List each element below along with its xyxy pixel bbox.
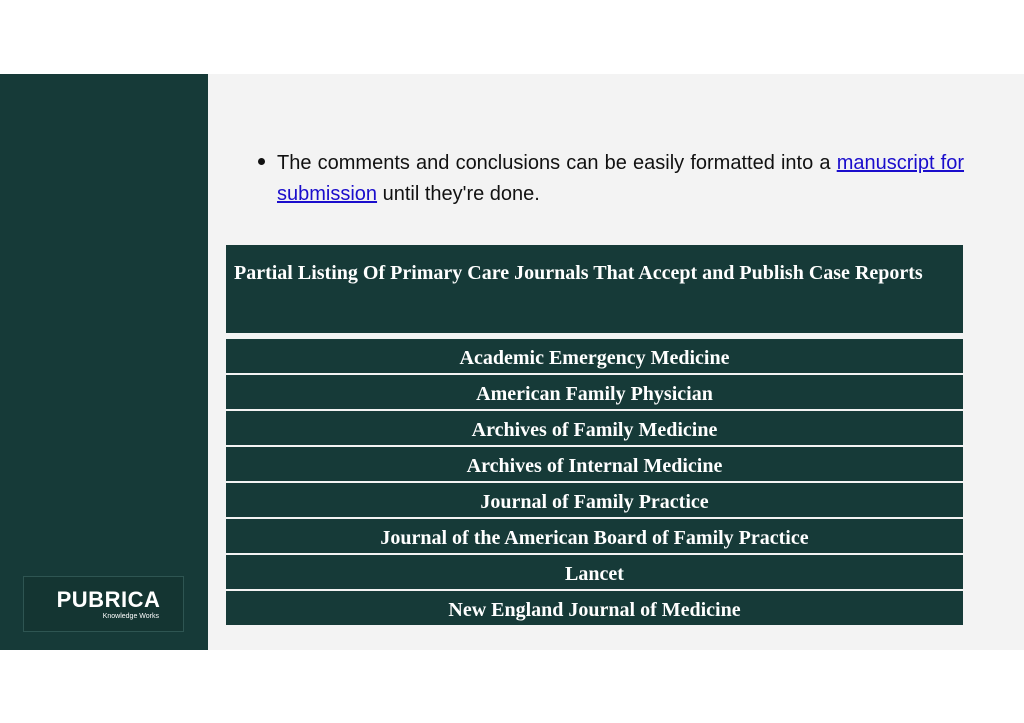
pubrica-logo [23, 576, 184, 632]
bullet-point [258, 148, 964, 210]
table-row: Academic Emergency Medicine [226, 339, 963, 373]
table-row: Journal of the American Board of Family Practice [226, 519, 963, 553]
slide [0, 74, 1024, 650]
manuscript-link[interactable]: manuscript for submission [277, 152, 965, 205]
bullet-text [277, 148, 964, 210]
bullet-text-before: The comments and conclusions can be easily formatted into a [277, 152, 837, 174]
table-row: Lancet [226, 555, 963, 589]
table-row: New England Journal of Medicine [226, 591, 963, 625]
bullet-dot-icon [258, 158, 265, 165]
table-row: American Family Physician [226, 375, 963, 409]
bullet-text-after: until they're done. [377, 183, 540, 205]
journals-table-header: Partial Listing Of Primary Care Journals That Accept and Publish Case Reports [226, 245, 963, 333]
table-row: Archives of Internal Medicine [226, 447, 963, 481]
table-row: Archives of Family Medicine [226, 411, 963, 445]
table-row: Journal of Family Practice [226, 483, 963, 517]
logo-tagline: Knowledge Works [102, 613, 159, 620]
journals-table [226, 339, 963, 627]
sidebar [0, 74, 208, 650]
logo-wordmark: PUBRICA [56, 587, 161, 612]
